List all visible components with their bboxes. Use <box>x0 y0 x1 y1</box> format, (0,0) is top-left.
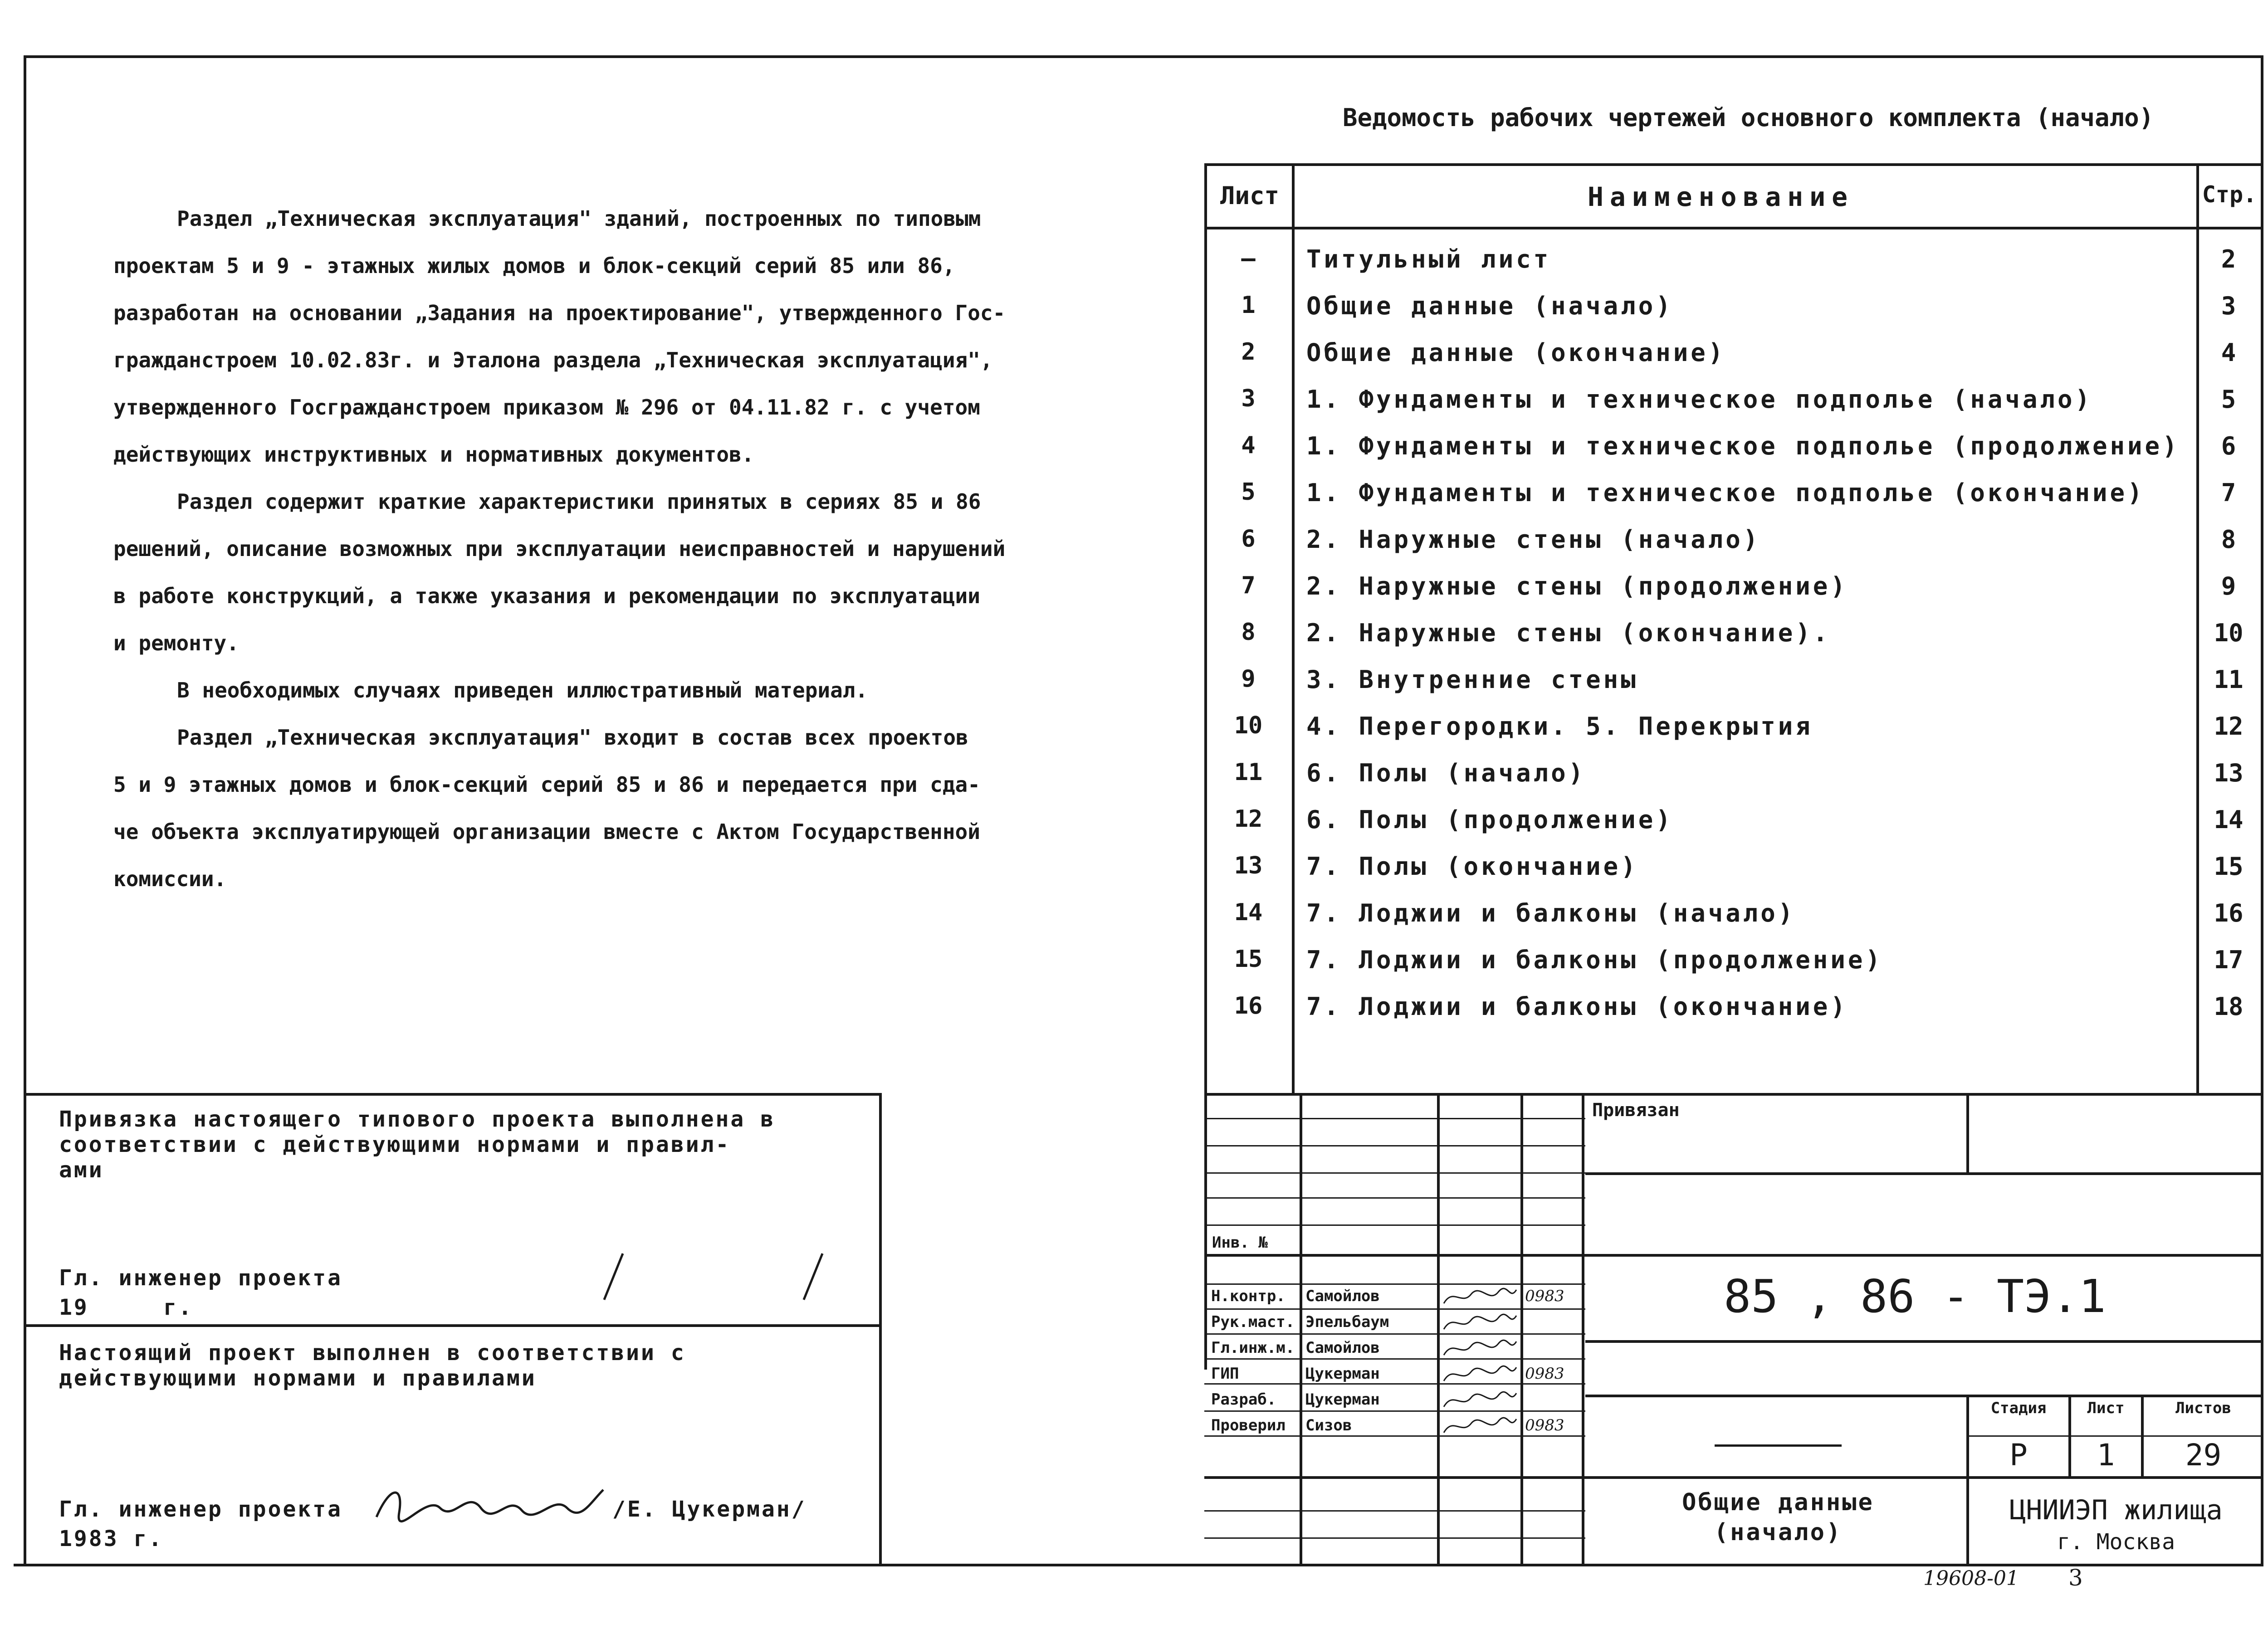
register-row-page: 7 <box>2221 478 2236 507</box>
register-row-sheet: 11 <box>1234 759 1263 786</box>
year-1: 19 г. <box>59 1295 194 1320</box>
register-row-page: 9 <box>2221 572 2236 600</box>
description-line: утвержденного Госгражданстроем приказом № 296 от 04.11.82 г. с учетом <box>113 395 980 419</box>
staff-role: Н.контр. <box>1211 1287 1286 1305</box>
year-2: 1983 г. <box>59 1526 164 1551</box>
register-row-page: 15 <box>2214 852 2244 881</box>
register-row-page: 3 <box>2221 292 2236 320</box>
staff-signature <box>1442 1415 1519 1437</box>
register-row-name: 4. Перегородки. 5. Перекрытия <box>1306 712 1813 741</box>
staff-name: Сизов <box>1305 1416 1352 1434</box>
register-row-sheet: 15 <box>1234 946 1263 973</box>
description-line: и ремонту. <box>113 631 239 655</box>
description-paragraph-4 <box>113 714 1211 902</box>
sheets-label: Листов <box>2175 1399 2231 1417</box>
staff-signature <box>1442 1363 1519 1385</box>
staff-role: Рук.маст. <box>1211 1313 1295 1331</box>
staff-name: Цукерман <box>1305 1390 1380 1409</box>
register-row-name: Титульный лист <box>1306 245 1551 273</box>
description-line: 5 и 9 этажных домов и блок-секций серий 85 и 86 и передается при сда- <box>113 772 980 797</box>
register-row-sheet: 4 <box>1241 432 1256 459</box>
register-row-sheet: 3 <box>1241 385 1256 412</box>
register-row-name: 1. Фундаменты и техническое подполье (начало) <box>1306 385 2092 414</box>
engineer-signature <box>372 1476 608 1531</box>
register-row-name: 3. Внутренние стены <box>1306 665 1638 694</box>
register-row-sheet: 2 <box>1241 338 1256 366</box>
staff-date: 0983 <box>1525 1365 1564 1383</box>
register-row-page: 13 <box>2214 759 2244 787</box>
description-line: решений, описание возможных при эксплуатации неисправностей и нарушений <box>113 537 1006 561</box>
register-row-page: 16 <box>2214 899 2244 927</box>
register-row-sheet: — <box>1241 245 1256 272</box>
register-row-name: 1. Фундаменты и техническое подполье (окончание) <box>1306 478 2145 507</box>
register-row-name: 7. Лоджии и балконы (начало) <box>1306 899 1796 927</box>
description-line: комиссии. <box>113 867 227 891</box>
staff-date: 0983 <box>1525 1416 1564 1434</box>
register-row-page: 12 <box>2214 712 2244 741</box>
register-row-name: 1. Фундаменты и техническое подполье (продолжение) <box>1306 432 2180 460</box>
register-row-name: 2. Наружные стены (продолжение) <box>1306 572 1848 600</box>
signature-slash <box>603 1253 624 1300</box>
header-sheet: Лист <box>1220 181 1280 210</box>
document-title: Общие данные (начало) <box>1682 1489 1874 1546</box>
description-line: В необходимых случаях приведен иллюстративный материал. <box>177 678 868 702</box>
register-row-name: 2. Наружные стены (окончание). <box>1306 619 1831 647</box>
staff-role: Проверил <box>1211 1416 1286 1434</box>
description-paragraph-2 <box>113 478 1211 667</box>
register-row-name: Общие данные (окончание) <box>1306 338 1726 367</box>
attached-label: Привязан <box>1592 1100 1680 1121</box>
description-line: разработан на основании „Задания на проектирование", утвержденного Гос- <box>113 301 1006 325</box>
drawing-code: 85 , 86 - ТЭ.1 <box>1724 1270 2106 1323</box>
header-name: Наименование <box>1588 181 1854 212</box>
description-paragraph-3 <box>113 667 1211 714</box>
staff-role: Гл.инж.м. <box>1211 1339 1295 1357</box>
register-row-sheet: 7 <box>1241 572 1256 599</box>
stage-label: Стадия <box>1990 1399 2047 1417</box>
archive-number: 19608-01 <box>1923 1567 2019 1590</box>
staff-role: Разраб. <box>1211 1390 1276 1409</box>
engineer-label-1: Гл. инженер проекта <box>59 1265 343 1291</box>
inventory-number-label: Инв. № <box>1212 1234 1268 1252</box>
description-line: гражданстроем 10.02.83г. и Эталона раздела „Техническая эксплуатация", <box>113 348 993 372</box>
register-row-page: 18 <box>2214 992 2244 1021</box>
sheet-label: Лист <box>2087 1399 2125 1417</box>
register-row-name: 7. Полы (окончание) <box>1306 852 1638 881</box>
register-row-sheet: 8 <box>1241 619 1256 646</box>
binding-note: Привязка настоящего типового проекта выполнена в соответствии с действующими нормами и правил- ами <box>59 1107 776 1183</box>
register-row-page: 6 <box>2221 432 2236 460</box>
register-row-name: 6. Полы (продолжение) <box>1306 805 1673 834</box>
description-block <box>113 195 1211 902</box>
register-row-sheet: 9 <box>1241 665 1256 693</box>
register-row-name: 7. Лоджии и балконы (окончание) <box>1306 992 1848 1021</box>
staff-name: Самойлов <box>1305 1339 1380 1357</box>
sheet-value: 1 <box>2097 1438 2115 1473</box>
staff-name: Эпельбаум <box>1305 1313 1389 1331</box>
register-row-sheet: 16 <box>1234 992 1263 1019</box>
staff-role: ГИП <box>1211 1365 1239 1383</box>
register-row-name: 2. Наружные стены (начало) <box>1306 525 1761 554</box>
staff-name: Цукерман <box>1305 1365 1380 1383</box>
register-row-sheet: 5 <box>1241 478 1256 506</box>
staff-date: 0983 <box>1525 1287 1564 1305</box>
register-row-page: 17 <box>2214 946 2244 974</box>
description-line: че объекта эксплуатирующей организации вместе с Актом Государственной <box>113 819 980 844</box>
description-line: Раздел „Техническая эксплуатация" зданий, построенных по типовым <box>177 206 981 231</box>
stage-value: Р <box>2009 1438 2028 1473</box>
stage-dash <box>1715 1444 1842 1447</box>
register-row-page: 5 <box>2221 385 2236 414</box>
header-page: Стр. <box>2202 181 2257 208</box>
register-row-page: 11 <box>2214 665 2244 694</box>
engineer-name: /Е. Цукерман/ <box>612 1497 807 1522</box>
description-line: проектам 5 и 9 - этажных жилых домов и блок-секций серий 85 или 86, <box>113 254 955 278</box>
register-row-sheet: 12 <box>1234 805 1263 833</box>
page-number: 3 <box>2068 1565 2083 1591</box>
register-row-page: 8 <box>2221 525 2236 554</box>
register-row-name: 6. Полы (начало) <box>1306 759 1586 787</box>
description-paragraph-1 <box>113 195 1211 478</box>
staff-signature <box>1442 1337 1519 1360</box>
sheets-value: 29 <box>2185 1438 2222 1473</box>
compliance-note: Настоящий проект выполнен в соответствии с действующими нормами и правилами <box>59 1340 686 1391</box>
staff-signature <box>1442 1389 1519 1411</box>
register-row-sheet: 14 <box>1234 899 1263 926</box>
register-row-sheet: 10 <box>1234 712 1263 739</box>
register-row-name: 7. Лоджии и балконы (продолжение) <box>1306 946 1883 974</box>
register-row-sheet: 6 <box>1241 525 1256 552</box>
register-row-page: 14 <box>2214 805 2244 834</box>
description-line: Раздел „Техническая эксплуатация" входит в состав всех проектов <box>177 725 968 750</box>
signature-slash <box>803 1253 824 1300</box>
register-title: Ведомость рабочих чертежей основного комплекта (начало) <box>1343 103 2154 132</box>
register-row-sheet: 1 <box>1241 292 1256 319</box>
description-line: в работе конструкций, а также указания и рекомендации по эксплуатации <box>113 584 980 608</box>
organization-name: ЦНИИЭП жилища г. Москва <box>2009 1494 2223 1555</box>
register-row-sheet: 13 <box>1234 852 1263 879</box>
staff-name: Самойлов <box>1305 1287 1380 1305</box>
staff-signature <box>1442 1285 1519 1308</box>
register-row-page: 4 <box>2221 338 2236 367</box>
register-row-name: Общие данные (начало) <box>1306 292 1673 320</box>
engineer-label-2: Гл. инженер проекта <box>59 1497 343 1522</box>
register-row-page: 10 <box>2214 619 2244 647</box>
staff-signature <box>1442 1311 1519 1334</box>
register-row-page: 2 <box>2221 245 2236 273</box>
description-line: Раздел содержит краткие характеристики принятых в сериях 85 и 86 <box>177 489 981 514</box>
description-line: действующих инструктивных и нормативных документов. <box>113 442 754 467</box>
